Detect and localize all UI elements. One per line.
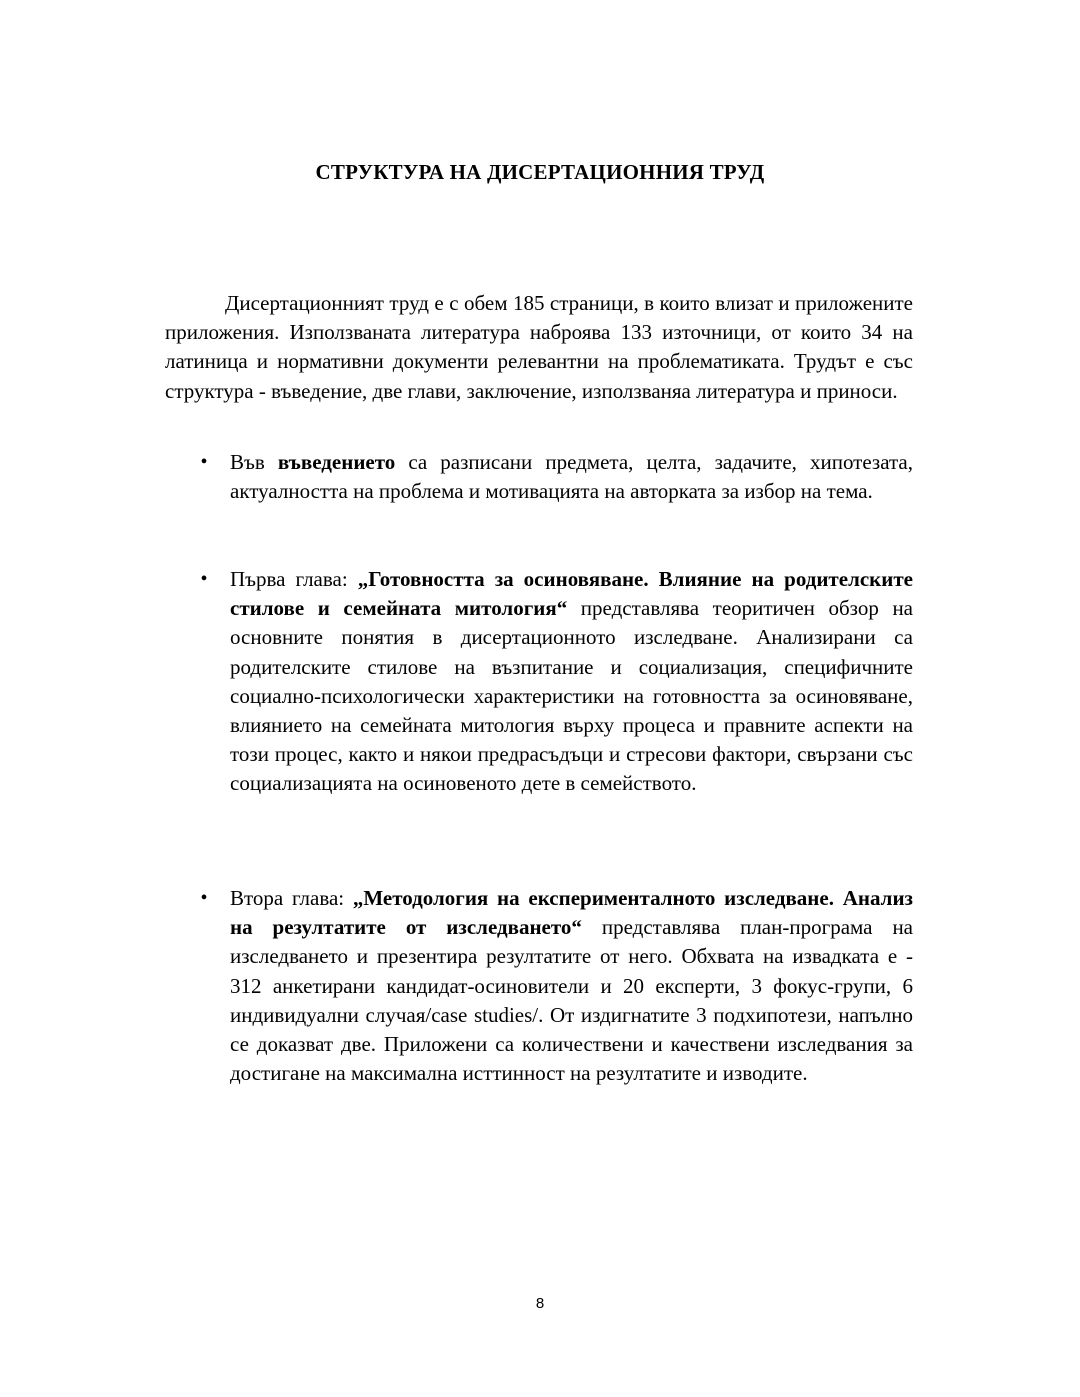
bullet-body-text: представлява план-програма на изследването и презентира резултатите от него. Обхвата на извадката е - 312 анкетирани кандидат-осиновители и 20 експерти, 3 фокус-групи, 6 индивидуални случая/case studies/. От издигнатите 3 подхипотези, напълно се доказват две. Приложени са количествени и качествени изследвания за достигане на максимална исттинност на резултатите и изводите. — [230, 915, 913, 1086]
page-number: 8 — [535, 1295, 545, 1312]
bullet-chapter-two — [200, 884, 913, 1088]
page-title: СТРУКТУРА НА ДИСЕРТАЦИОННИЯ ТРУД — [315, 160, 765, 184]
bullet-marker-icon: • — [200, 451, 208, 473]
bullet-body-text: са разписани предмета, целта, задачите, хипотезата, актуалността на проблема и мотивацията на авторката за избор на тема. — [230, 450, 913, 504]
bullet-bold-text: „Методология на експерименталното изследване. Анализ на резултатите от изследването“ — [230, 886, 913, 940]
bullet-bold-text: „Готовността за осиновяване. Влияние на родителските стилове и семейната митология“ — [230, 567, 914, 621]
intro-paragraph: Дисертационният труд е с обем 185 страници, в които влизат и приложените приложения. Използваната литература наброява 133 източници, от които 34 на латиница и нормативни документи релевантни на проблематиката. Трудът е със структура - въведение, две глави, заключение, използваняа литература и приноси. — [165, 291, 913, 403]
bullet-bold-text: въведението — [277, 450, 396, 474]
bullet-lead-text: Втора глава: — [230, 886, 353, 910]
bullet-body-text: представлява теоритичен обзор на основните понятия в дисертационното изследване. Анализирани са родителските стилове на възпитание и социализация, специфичните социално-психологически характеристики на готовността за осиновяване, влиянието на семейната митология върху процеса и правните аспекти на този процес, както и някои предрасъдъци и стресови фактори, свързани със социализацията на осиновеното дете в семейството. — [230, 596, 914, 796]
bullet-chapter-one — [200, 565, 914, 799]
bullet-marker-icon: • — [200, 887, 208, 909]
bullet-lead-text: Първа глава: — [230, 567, 358, 591]
bullet-introduction — [200, 448, 913, 506]
bullet-marker-icon: • — [200, 568, 208, 590]
bullet-lead-text: Във — [230, 450, 278, 474]
